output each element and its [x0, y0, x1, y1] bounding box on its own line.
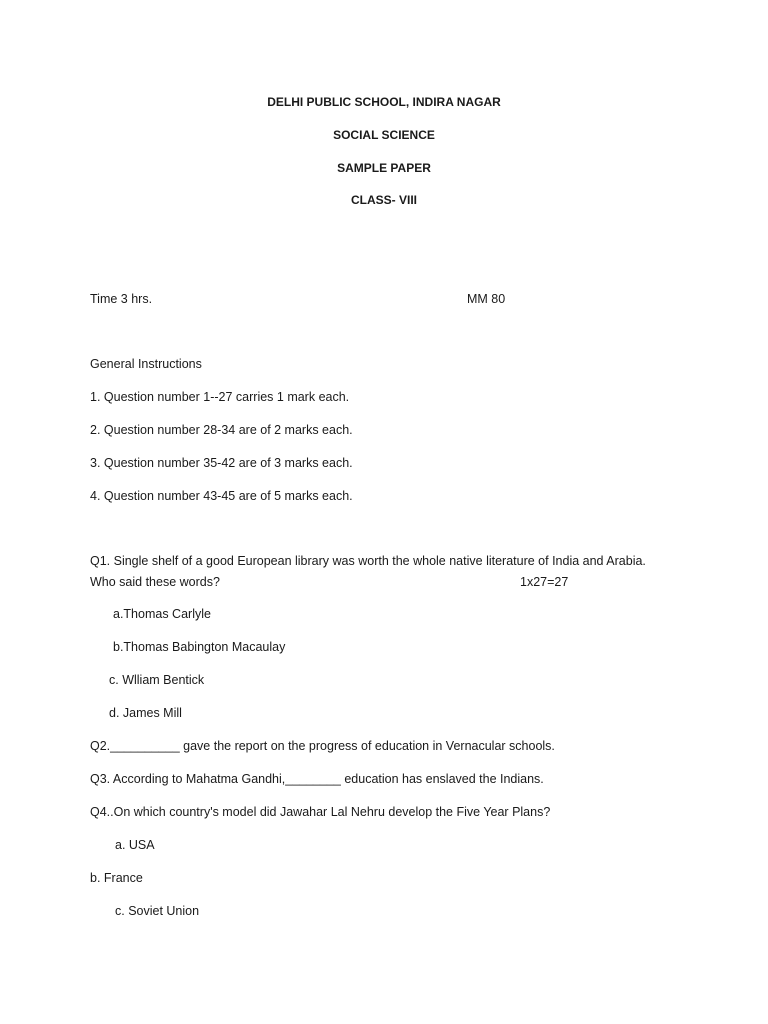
question-1-option-b: b.Thomas Babington Macaulay [113, 640, 286, 654]
question-2-text: Q2.__________ gave the report on the progress of education in Vernacular schools. [90, 739, 555, 753]
question-1-option-d: d. James Mill [109, 706, 182, 720]
question-4-option-b: b. France [90, 871, 143, 885]
question-1-option-a: a.Thomas Carlyle [113, 607, 211, 621]
max-marks: MM 80 [467, 292, 506, 306]
time-allowed: Time 3 hrs. [90, 292, 153, 306]
class-title: CLASS- VIII [350, 193, 417, 207]
question-4-option-c: c. Soviet Union [115, 904, 200, 918]
paper-title: SAMPLE PAPER [337, 161, 431, 175]
question-1-text-cont: Who said these words? [90, 575, 220, 589]
school-name: DELHI PUBLIC SCHOOL, INDIRA NAGAR [267, 95, 501, 109]
instruction-item: 4. Question number 43-45 are of 5 marks each. [90, 489, 353, 503]
instruction-item: 1. Question number 1--27 carries 1 mark each. [90, 390, 350, 404]
question-1-text: Q1. Single shelf of a good European library was worth the whole native literature of India and Arabia. [90, 554, 646, 568]
question-1-option-c: c. Wlliam Bentick [109, 673, 205, 687]
question-1-marks: 1x27=27 [520, 575, 569, 589]
instructions-heading: General Instructions [90, 357, 202, 371]
question-3-text: Q3. According to Mahatma Gandhi,________ education has enslaved the Indians. [90, 772, 544, 786]
question-4-option-a: a. USA [115, 838, 155, 852]
question-4-text: Q4..On which country's model did Jawahar Lal Nehru develop the Five Year Plans? [90, 805, 551, 819]
subject-title: SOCIAL SCIENCE [333, 128, 435, 142]
instruction-item: 2. Question number 28-34 are of 2 marks each. [90, 423, 353, 437]
instruction-item: 3. Question number 35-42 are of 3 marks each. [90, 456, 353, 470]
